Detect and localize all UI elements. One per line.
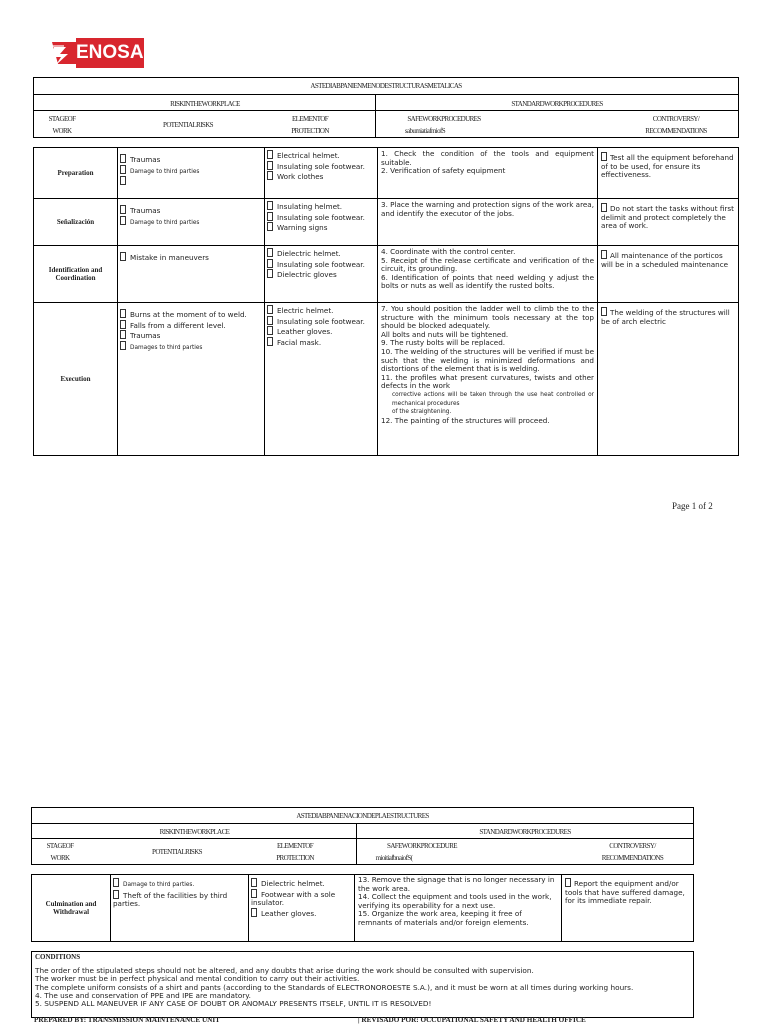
- element-item: [267, 305, 375, 316]
- condition-line: 4. The use and conservation of PPE and IPE are mandatory.: [35, 990, 251, 1000]
- col-stage-label: STAGEOF: [48, 115, 76, 123]
- procedure-item: 3. Place the warning and protection signs of the work area, and identify the executor of the jobs.: [381, 200, 594, 218]
- risk-item: [120, 205, 262, 216]
- procedure-item: of the straightening.: [392, 409, 452, 416]
- col-stage-label: WORK: [52, 127, 72, 135]
- checkbox-icon: [267, 171, 273, 180]
- col-contro-label: RECOMMENDATIONS: [645, 127, 707, 135]
- lightning-mark-icon: [50, 38, 76, 68]
- col-risks-label: POTENTIALRISKS: [163, 121, 213, 129]
- elements-cell: [264, 147, 378, 199]
- contro-cell: [597, 147, 739, 199]
- element-item: [251, 908, 352, 919]
- stage-cell: Señalización: [33, 198, 118, 246]
- element-item: [251, 889, 352, 908]
- risk-text: Falls from a different level.: [130, 320, 226, 330]
- table2-title: ASTEDIABPANIENACIONDEPLAESTRUCTURES: [296, 812, 429, 820]
- checkbox-icon: [251, 878, 257, 887]
- procedures-cell: [377, 147, 598, 199]
- std-header: STANDARDWORKPROCEDURES: [479, 828, 571, 836]
- checkbox-icon: [120, 216, 126, 225]
- checkbox-icon: [120, 309, 126, 318]
- risk-item: [120, 216, 262, 228]
- col-stage-label: WORK: [50, 854, 70, 862]
- col-safe-label: mioitiafbnaiofS(: [375, 854, 413, 862]
- contro-cell: [597, 245, 739, 303]
- risk-text: Damage to third parties: [130, 168, 200, 175]
- risk-item: [120, 154, 262, 165]
- element-item: [267, 201, 375, 212]
- risk-text: Burns at the moment of to weld.: [130, 310, 247, 319]
- element-text: Insulating helmet.: [277, 202, 343, 211]
- col-contro-label: CONTROVERSY/: [652, 115, 700, 123]
- revised-by: | REVISADO POR: OCCUPATIONAL SAFETY AND HEALTH OFFICE: [358, 1016, 586, 1024]
- col-elem-label: PROTECTION: [276, 854, 314, 862]
- stage-cell: Execution: [33, 302, 118, 456]
- col-safe-label: SAFEWORKPROCEDURE: [387, 842, 457, 850]
- risk-text: Mistake in maneuvers: [130, 253, 209, 262]
- checkbox-icon: [120, 330, 126, 339]
- element-item: [267, 171, 375, 182]
- risk-header: RISKINTHEWORKPLACE: [159, 828, 230, 836]
- procedure-item: 15. Organize the work area, keeping it free of remnants of materials and/or foreign elements.: [358, 909, 529, 927]
- risk-text: Theft of the facilities by third parties.: [113, 890, 228, 909]
- enosa-logo-icon: [50, 38, 143, 68]
- element-item: [267, 248, 375, 259]
- checkbox-icon: [267, 326, 273, 335]
- procedure-item: 9. The rusty bolts will be replaced.: [381, 338, 506, 348]
- element-text: Electrical helmet.: [277, 151, 340, 160]
- element-item: [267, 222, 375, 233]
- elements-cell: [264, 198, 378, 246]
- procedure-item: 6. Identification of points that need welding y adjust the bolts or nuts as well as identify the rusted bolts.: [381, 272, 594, 291]
- element-item: [267, 161, 375, 172]
- procedure-item: 1. Check the condition of the tools and equipment suitable.: [381, 149, 594, 167]
- checkbox-icon: [267, 212, 273, 221]
- element-item: [267, 212, 375, 223]
- stage-cell: Identification and Coordination: [33, 245, 118, 303]
- element-text: Warning signs: [277, 223, 328, 233]
- checkbox-icon: [120, 341, 126, 350]
- stage-cell: Culmination and Withdrawal: [31, 874, 111, 942]
- element-item: [251, 878, 352, 889]
- contro-text: Do not start the tasks without first delimit and protect completely the area of work.: [601, 204, 734, 231]
- element-text: Footwear with a sole insulator.: [251, 889, 336, 908]
- col-safe-label: SAFEWORKPROCEDURES: [407, 115, 481, 123]
- col-stage-label: STAGEOF: [46, 842, 74, 850]
- checkbox-icon: [267, 150, 273, 159]
- checkbox-icon: [120, 176, 126, 185]
- checkbox-icon: [267, 305, 273, 314]
- element-text: Leather gloves.: [277, 327, 333, 337]
- page-number: Page 1 of 2: [672, 501, 713, 511]
- col-elem-label: PROTECTION: [291, 127, 329, 135]
- procedures-cell: [377, 198, 598, 246]
- condition-line: The order of the stipulated steps should not be altered, and any doubts that arise during the work should be consulted with supervision.: [35, 966, 534, 976]
- risk-item: [120, 252, 262, 263]
- contro-text: Test all the equipment beforehand of to be used, for ensure its effectiveness.: [601, 153, 734, 180]
- checkbox-icon: [267, 269, 273, 278]
- conditions-box: [31, 951, 694, 1018]
- risk-text: Traumas: [130, 155, 161, 164]
- checkbox-icon: [601, 307, 607, 316]
- risks-cell: [117, 198, 265, 246]
- checkbox-icon: [120, 205, 126, 214]
- procedure-item: corrective actions will be taken through the use heat controlled or mechanical procedures: [392, 391, 594, 407]
- stage-cell: Preparation: [33, 147, 118, 199]
- element-text: Insulating sole footwear.: [277, 161, 365, 171]
- std-header: STANDARDWORKPROCEDURES: [511, 100, 603, 108]
- checkbox-icon: [565, 878, 571, 887]
- risk-item: [120, 176, 262, 187]
- checkbox-icon: [120, 154, 126, 163]
- element-text: Electric helmet.: [277, 306, 334, 315]
- element-text: Dielectric gloves: [277, 270, 337, 280]
- risks-cell: [117, 245, 265, 303]
- checkbox-icon: [120, 165, 126, 174]
- element-text: Insulating sole footwear.: [277, 316, 365, 326]
- contro-text: Report the equipment and/or tools that have suffered damage, for its immediate repair.: [565, 879, 685, 906]
- procedure-item: 14. Collect the equipment and tools used in the work, verifying its operability for a next use.: [358, 892, 552, 910]
- procedure-item: 5. Receipt of the release certificate and verification of the circuit, its grounding.: [381, 255, 594, 274]
- risk-item: [120, 341, 262, 353]
- checkbox-icon: [601, 250, 607, 259]
- element-text: Facial mask.: [277, 337, 322, 347]
- element-text: Insulating sole footwear.: [277, 212, 365, 222]
- col-elem-label: ELEMENTOF: [276, 842, 314, 850]
- risks-cell: [117, 302, 265, 456]
- brand-wordmark: ENOSA: [76, 38, 144, 68]
- risk-item: [120, 320, 262, 331]
- risk-header: RISKINTHEWORKPLACE: [170, 100, 240, 108]
- contro-text: The welding of the structures will be of arch electric: [601, 308, 730, 326]
- risks-cell: [117, 147, 265, 199]
- procedure-item: 10. The welding of the structures will be verified if must be such that the welding is minimized deformations and distortions of the element that is is welding.: [381, 346, 594, 374]
- condition-line: 5. SUSPEND ALL MANEUVER IF ANY CASE OF DOUBT OR ANOMALY PRESENTS ITSELF, UNTIL IT IS RESOLVED!: [35, 999, 432, 1009]
- checkbox-icon: [267, 161, 273, 170]
- risk-item: [113, 890, 246, 909]
- elements-cell: [248, 874, 355, 942]
- element-text: Dielectric helmet.: [277, 249, 341, 258]
- checkbox-icon: [251, 889, 257, 898]
- element-item: [267, 150, 375, 161]
- element-item: [267, 259, 375, 270]
- contro-cell: [597, 302, 739, 456]
- risk-item: [113, 878, 246, 890]
- prepared-by: PREPARED BY: TRANSMISSION MAINTENANCE UNIT: [34, 1016, 220, 1024]
- elements-cell: [264, 302, 378, 456]
- procedure-item: 2. Verification of safety equipment: [381, 166, 506, 176]
- checkbox-icon: [267, 259, 273, 268]
- element-item: [267, 337, 375, 348]
- risk-item: [120, 330, 262, 341]
- table1-header: [33, 77, 739, 138]
- checkbox-icon: [267, 222, 273, 231]
- checkbox-icon: [267, 337, 273, 346]
- procedures-cell: [354, 874, 562, 942]
- element-item: [267, 316, 375, 327]
- element-text: Insulating sole footwear.: [277, 259, 365, 269]
- element-item: [267, 326, 375, 337]
- element-item: [267, 269, 375, 280]
- contro-cell: [597, 198, 739, 246]
- checkbox-icon: [120, 252, 126, 261]
- col-risks-label: POTENTIALRISKS: [152, 848, 202, 856]
- procedure-item: 11. the profiles what present curvatures, twists and other defects in the work: [381, 372, 594, 391]
- checkbox-icon: [120, 320, 126, 329]
- checkbox-icon: [251, 908, 257, 917]
- procedure-item: 13. Remove the signage that is no longer necessary in the work area.: [358, 875, 555, 893]
- risks-cell: [110, 874, 249, 942]
- col-elem-label: ELEMENTOF: [291, 115, 329, 123]
- checkbox-icon: [113, 878, 119, 887]
- checkbox-icon: [267, 201, 273, 210]
- procedure-item: All bolts and nuts will be tightened.: [381, 329, 509, 339]
- risk-text: Damages to third parties: [130, 344, 203, 351]
- checkbox-icon: [267, 316, 273, 325]
- col-contro-label: RECOMMENDATIONS: [601, 854, 664, 862]
- checkbox-icon: [601, 152, 607, 161]
- condition-line: The complete uniform consists of a shirt and pants (according to the Standards of ELECTRONOROESTE S.A.), and it must be worn at all times during working hours.: [35, 982, 634, 992]
- checkbox-icon: [601, 203, 607, 212]
- procedures-cell: [377, 302, 598, 456]
- contro-text: All maintenance of the porticos will be in a scheduled maintenance: [601, 251, 729, 269]
- risk-text: Traumas: [130, 331, 161, 341]
- risk-item: [120, 309, 262, 320]
- procedures-cell: [377, 245, 598, 303]
- table2-header: [31, 807, 694, 865]
- col-safe-label: sabumiatiafmiofS: [404, 127, 446, 135]
- checkbox-icon: [113, 890, 119, 899]
- risk-text: Damage to third parties: [130, 219, 200, 226]
- contro-cell: [561, 874, 694, 942]
- risk-text: Traumas: [130, 206, 161, 215]
- element-text: Leather gloves.: [261, 908, 317, 918]
- element-text: Work clothes: [277, 172, 324, 182]
- risk-item: [120, 165, 262, 177]
- condition-line: The worker must be in perfect physical and mental condition to carry out their activities.: [35, 974, 360, 984]
- procedure-item: 4. Coordinate with the control center.: [381, 247, 516, 256]
- procedure-item: 12. The painting of the structures will proceed.: [381, 415, 550, 425]
- checkbox-icon: [267, 248, 273, 257]
- procedure-item: 7. You should position the ladder well to climb the to the structure with the minimum tools necessary at the top should be blocked adequately.: [381, 304, 594, 331]
- risk-text: Damage to third parties.: [123, 882, 195, 888]
- element-text: Dielectric helmet.: [261, 879, 325, 888]
- col-contro-label: CONTROVERSY/: [609, 842, 656, 850]
- table1-title: ASTEDIABPANIENMENODESTRUCTURASMETALICAS: [310, 82, 462, 90]
- elements-cell: [264, 245, 378, 303]
- conditions-title: CONDITIONS: [35, 953, 81, 961]
